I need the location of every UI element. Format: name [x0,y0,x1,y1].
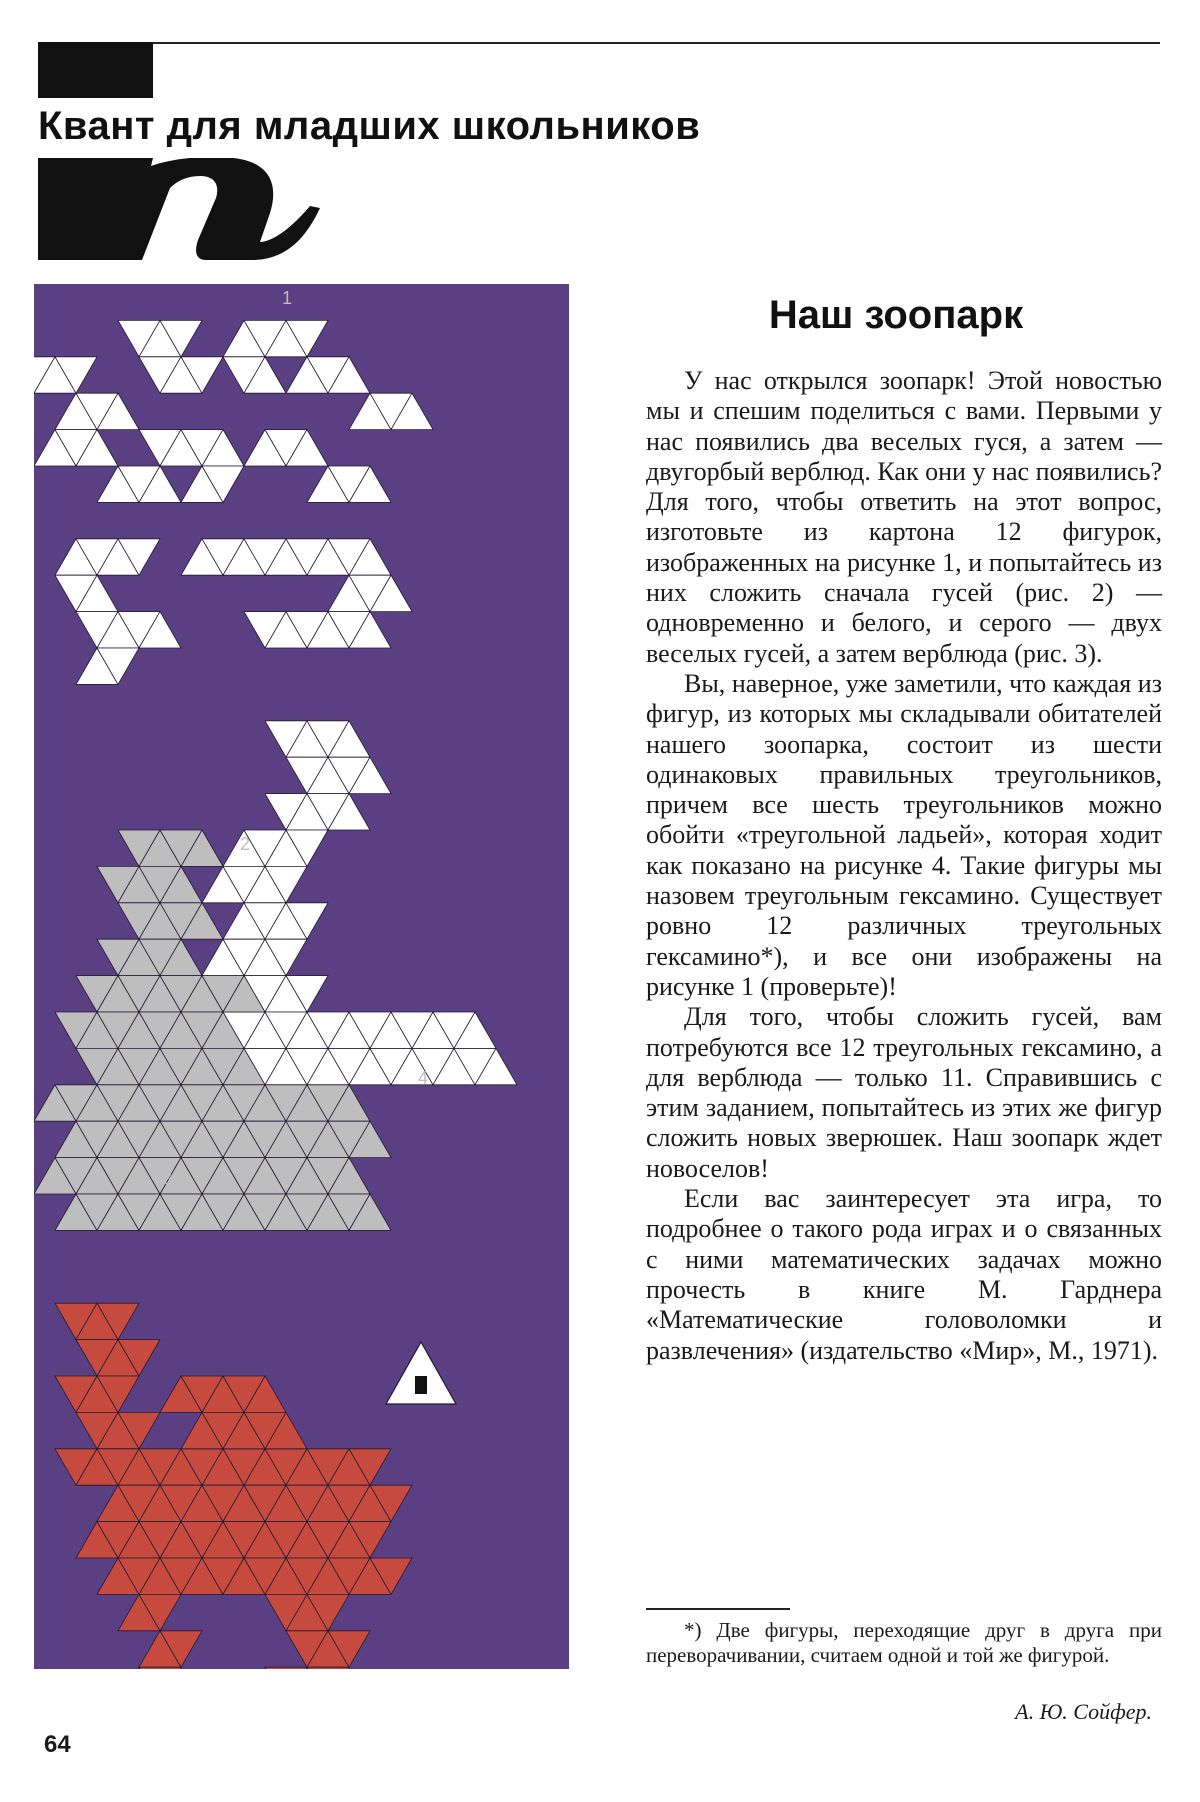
footnote: *) Две фигуры, переходящие друг в друга при переворачивании, считаем одной и той же фигурой. [646,1618,1162,1667]
figure-label-fig2: 2 [240,834,251,854]
red-camel [307,1667,349,1669]
article-paragraph: Если вас заинтересует эта игра, то подробнее о такого рода играх и о связанных с ними математических задачах можно прочесть в книге М. Гарднера «Математические головоломки и развлечения» (издательство «Мир», М., 1971). [646,1184,1162,1365]
figure-label-fig3: 3 [162,1168,173,1188]
article-title: Наш зоопарк [768,293,1024,337]
red-camel [265,1667,307,1669]
rook-icon [415,1376,427,1394]
article-paragraph: Для того, чтобы сложить гусей, вам потребуются все 12 треугольных гексамино, а для верблюда — только 11. Справившись с этим заданием, попытайтесь из этих же фигур сложить новых зверюшек. Наш зоопарк ждет новоселов! [646,1002,1162,1183]
article-body [646,366,1162,1366]
red-camel [139,1667,181,1669]
rubric-title: Квант для младших школьников [38,104,701,148]
article-paragraph: У нас открылся зоопарк! Этой новостью мы и спешим поделиться с вами. Первыми у нас появились два веселых гуся, а затем — двугорбый верблюд. Как они у нас появились? Для того, чтобы ответить на этот вопрос, изготовьте из картона 12 фигурок, изображенных на рисунке 1, и попытайтесь из них сложить сначала гусей (рис. 2) — одновременно и белого, и серого — двух веселых гусей, а затем верблюда (рис. 3). [646,366,1162,668]
author-signature: А. Ю. Сойфер. [1015,1699,1152,1724]
figure-label-fig1: 1 [282,288,293,308]
header-rule [38,42,1160,44]
figure-label-fig4: 4 [418,1068,429,1088]
kvant-logo-letter [38,158,328,260]
article-paragraph: Вы, наверное, уже заметили, что каждая из фигур, из которых мы складывали обитателей нашего зоопарка, состоит из шести одинаковых правильных треугольников, причем все шесть треугольников можно обойти «треугольной ладьей», которая ходит как показано на рисунке 4. Такие фигуры мы назовем треугольным гексамино. Существует ровно 12 различных треугольных гексамино*), и все они изображены на рисунке 1 (проверьте)! [646,668,1162,1001]
page-number: 64 [44,1731,71,1758]
hexamino-figure [34,284,569,1669]
footnote-rule [646,1608,790,1610]
kvant-logo-bar [38,42,153,98]
